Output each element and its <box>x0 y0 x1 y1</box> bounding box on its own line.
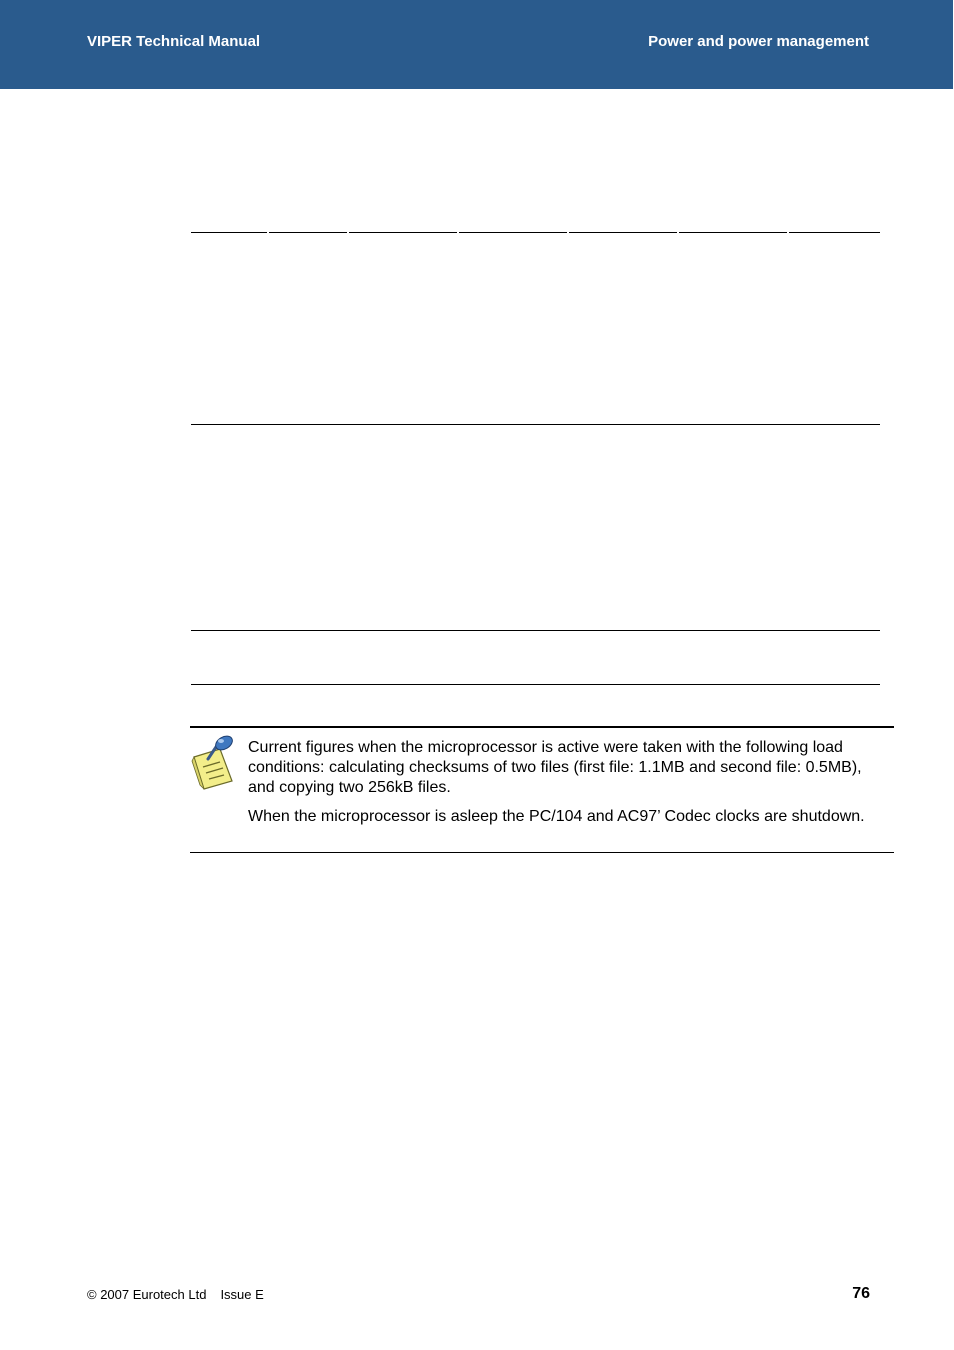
table-column-rule <box>789 232 880 233</box>
note-paragraph: Current figures when the microprocessor is active were taken with the following load conditions: calculating checksums of two files (first file: 1.1MB and second file: 0.5MB), and copying two 256kB files. <box>248 739 862 796</box>
table-column-rule <box>679 232 787 233</box>
table-column-rule <box>349 232 457 233</box>
page-number: 76 <box>852 1285 870 1302</box>
table-column-rule <box>569 232 677 233</box>
table-row-rule <box>191 630 880 631</box>
table-column-rule <box>191 232 267 233</box>
issue-label: Issue E <box>220 1287 264 1302</box>
table-row-rule <box>191 424 880 425</box>
footer <box>87 1287 264 1303</box>
table-bottom-rule <box>191 684 880 685</box>
table-column-rule <box>269 232 347 233</box>
table-column-rule <box>459 232 567 233</box>
note-bottom-rule <box>190 852 894 853</box>
copyright: © 2007 Eurotech Ltd <box>87 1287 207 1302</box>
section-title: Power and power management <box>648 33 869 50</box>
header-band <box>0 0 953 89</box>
pushpin-note-icon <box>190 735 240 791</box>
note-paragraph: When the microprocessor is asleep the PC/104 and AC97’ Codec clocks are shutdown. <box>248 808 865 825</box>
note-text <box>248 738 878 836</box>
note-top-rule <box>190 726 894 728</box>
manual-title: VIPER Technical Manual <box>87 33 261 50</box>
